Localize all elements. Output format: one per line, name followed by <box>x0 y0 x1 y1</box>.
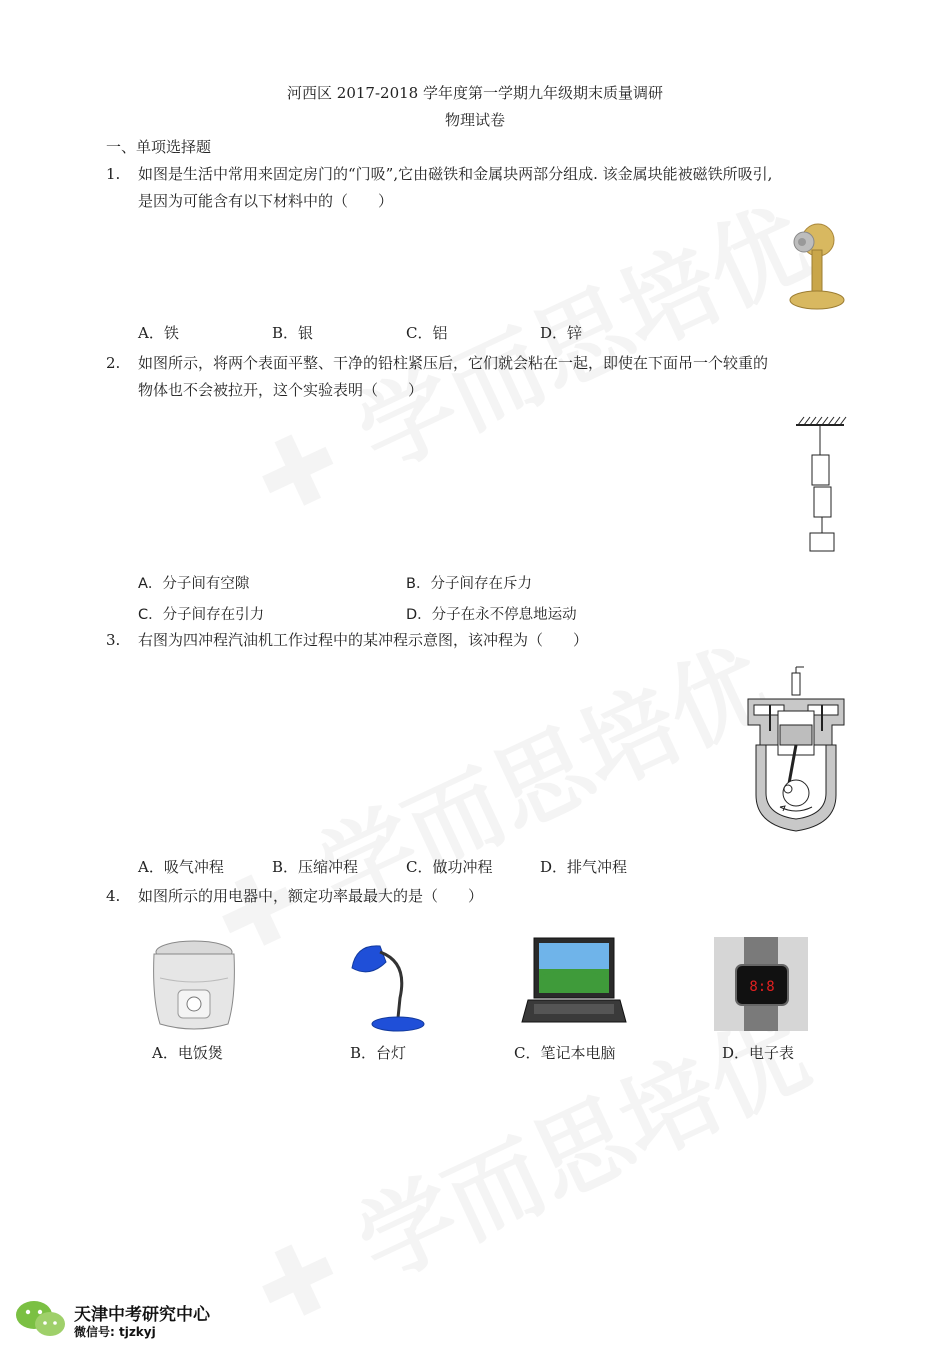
option-b: B．银 <box>272 324 314 342</box>
option-d: D．电子表 <box>722 1044 795 1062</box>
option-d: D．锌 <box>540 324 583 342</box>
option-c: C．铝 <box>406 324 448 342</box>
wechat-icon <box>14 1298 68 1340</box>
desk-lamp-image <box>346 938 430 1034</box>
lead-cylinders-diagram <box>790 415 850 560</box>
question-number: 1. <box>106 165 121 183</box>
option-b: B．分子间存在斥力 <box>406 576 532 592</box>
option-d: D．排气冲程 <box>540 858 628 876</box>
section-heading: 一、单项选择题 <box>106 138 212 156</box>
option-a: A．吸气冲程 <box>138 858 224 876</box>
question-1-text-cont: 是因为可能含有以下材料中的（ ） <box>138 192 394 210</box>
question-2-text-cont: 物体也不会被拉开，这个实验表明（ ） <box>138 381 424 399</box>
electronic-watch-image <box>714 937 808 1031</box>
question-number: 2. <box>106 354 121 372</box>
question-number: 3. <box>106 631 121 649</box>
option-b: B．压缩冲程 <box>272 858 359 876</box>
door-stopper-image <box>780 222 850 314</box>
question-3-text: 右图为四冲程汽油机工作过程中的某冲程示意图，该冲程为（ ） <box>138 631 589 649</box>
watermark-3 <box>230 979 826 1354</box>
option-a: A．电饭煲 <box>152 1044 223 1062</box>
question-1-text: 如图是生活中常用来固定房门的“门吸”,它由磁铁和金属块两部分组成. 该金属块能被磁铁所吸引, <box>138 165 773 183</box>
watermark-2 <box>190 609 786 984</box>
laptop-image <box>520 936 628 1028</box>
question-number: 4. <box>106 887 121 905</box>
option-a: A．分子间有空隙 <box>138 576 250 592</box>
option-c: C．做功冲程 <box>406 858 493 876</box>
option-d: D．分子在永不停息地运动 <box>406 607 577 623</box>
option-c: C．分子间存在引力 <box>138 607 265 623</box>
exam-subtitle: 物理试卷 <box>444 111 505 129</box>
engine-stroke-diagram <box>742 665 850 837</box>
option-b: B．台灯 <box>350 1044 407 1062</box>
footer-org-name: 天津中考研究中心 <box>74 1305 210 1325</box>
option-c: C．笔记本电脑 <box>514 1044 616 1062</box>
question-4-text: 如图所示的用电器中，额定功率最最大的是（ ） <box>138 887 484 905</box>
option-a: A．铁 <box>138 324 179 342</box>
rice-cooker-image <box>148 938 240 1034</box>
footer-wechat-id: 微信号: tjzkyj <box>74 1325 156 1339</box>
svg-text:8:8: 8:8 <box>749 979 775 995</box>
exam-title: 河西区 2017-2018 学年度第一学期九年级期末质量调研 <box>287 84 663 102</box>
question-2-text: 如图所示，将两个表面平整、干净的铅柱紧压后，它们就会粘在一起，即使在下面吊一个较重的 <box>138 354 769 372</box>
